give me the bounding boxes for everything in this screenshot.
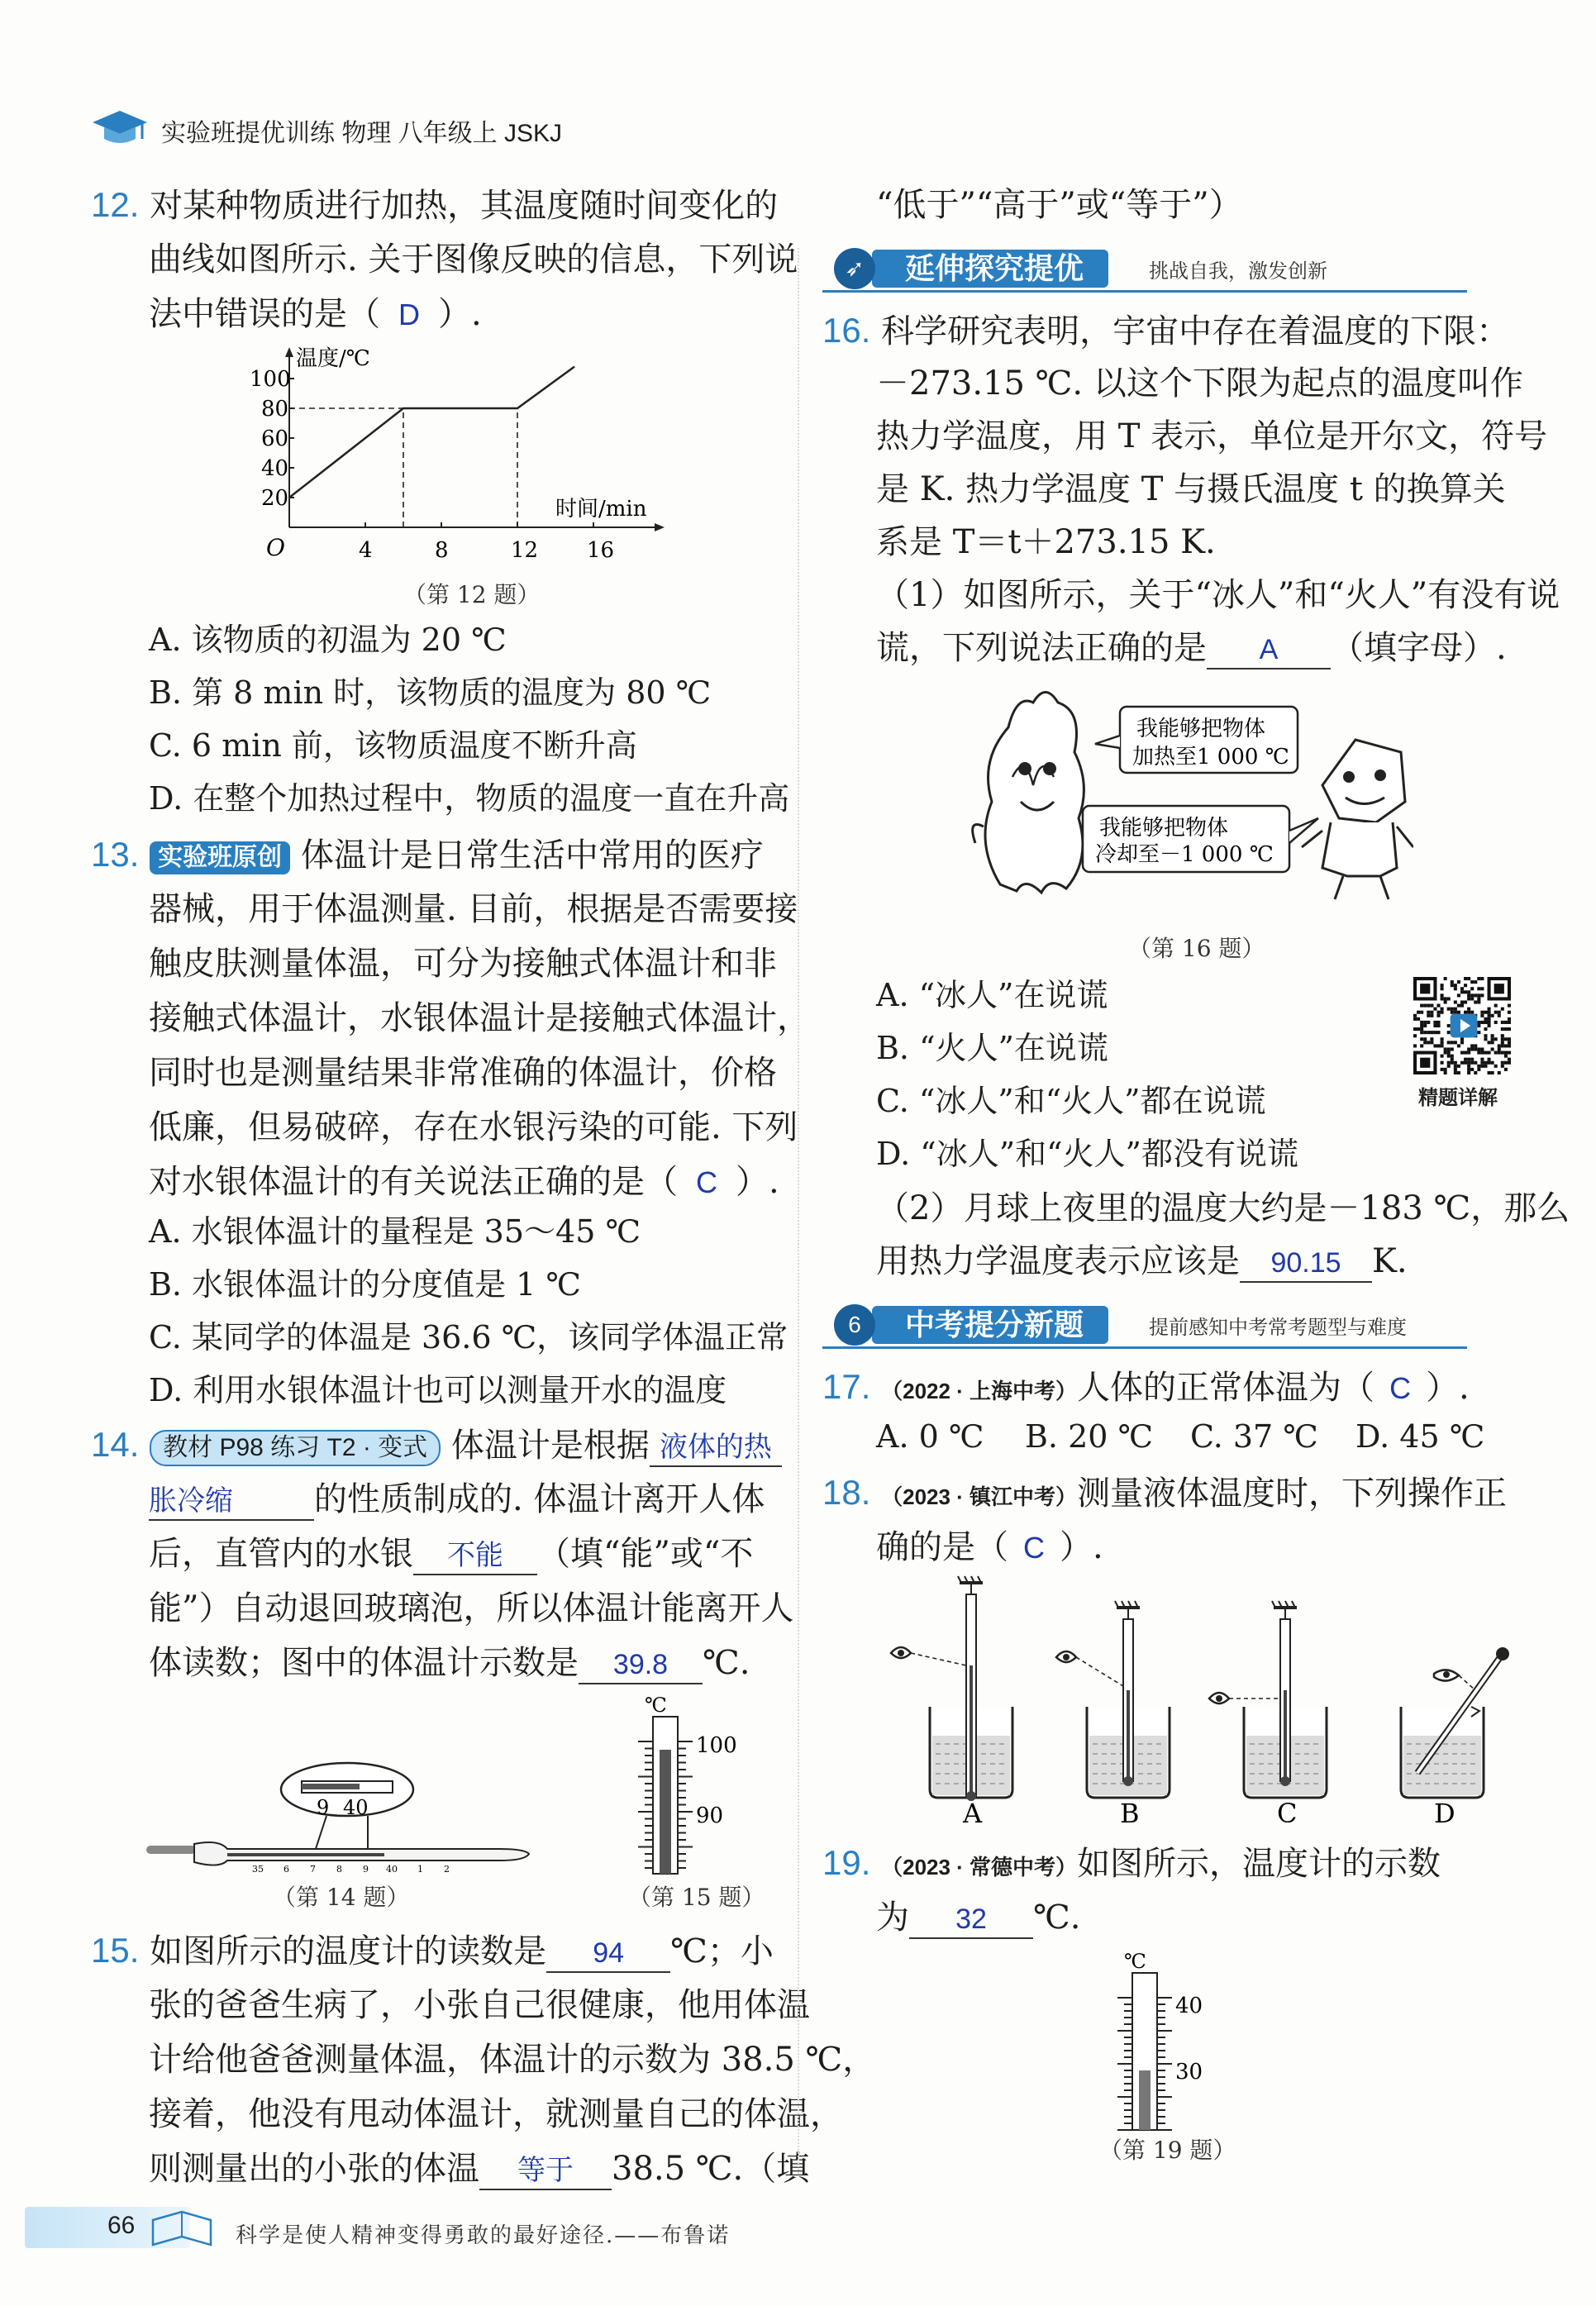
q14-scale-35: 35	[252, 1864, 264, 1875]
speech-fire-line-2: 加热至1 000 ℃	[1132, 745, 1289, 769]
q19-label-30: 30	[1175, 2060, 1203, 2084]
q16-answer-2: 90.15	[1240, 1245, 1372, 1283]
section-banner-exam	[822, 1298, 1467, 1352]
speech-ice-line-1: 我能够把物体	[1099, 816, 1229, 841]
beaker-label: D	[1434, 1798, 1455, 1822]
y-tick-label: 100	[250, 367, 291, 392]
q19-caption: （第 19 题）	[1099, 2137, 1236, 2164]
q14-number: 14.	[91, 1425, 140, 1464]
y-tick-label: 60	[261, 426, 289, 451]
speech-fire-line-1: 我能够把物体	[1136, 717, 1266, 741]
medal-icon: 6	[834, 1304, 875, 1346]
q15-number: 15.	[91, 1931, 140, 1970]
q17-number: 17.	[822, 1367, 871, 1406]
q12-option-d: D. 在整个加热过程中，物质的温度一直在升高	[149, 780, 790, 817]
q19-thermometer-figure	[1108, 1946, 1232, 2132]
x-axis-label: 时间/min	[555, 497, 647, 522]
q13-line-5: 同时也是测量结果非常准确的体温计，价格	[149, 1054, 777, 1092]
header-title: 实验班提优训练 物理 八年级上 JSKJ	[161, 120, 563, 147]
x-tick-label: 12	[511, 538, 539, 563]
q13-number: 13.	[91, 835, 140, 874]
q13-option-b: B. 水银体温计的分度值是 1 ℃	[149, 1266, 581, 1303]
q19-line-2	[876, 1893, 1080, 1942]
q12-answer: D	[398, 298, 420, 331]
ice-person-icon	[1302, 740, 1413, 899]
q14-line-4: 能”）自动退回玻璃泡，所以体温计能离开人	[149, 1589, 794, 1627]
q19-answer: 32	[909, 1901, 1033, 1939]
q16-caption: （第 16 题）	[1128, 935, 1265, 962]
beaker-label: C	[1277, 1798, 1298, 1822]
q18-beakers-figure	[884, 1575, 1513, 1822]
q18-end: ）.	[1060, 1528, 1103, 1566]
q16-line-2: －273.15 ℃. 以这个下限为起点的温度叫作	[876, 364, 1523, 403]
q13-line-4: 接触式体温计，水银体温计是接触式体温计，	[149, 999, 810, 1037]
q14-line-2	[149, 1475, 765, 1524]
q19-number: 19.	[822, 1843, 871, 1882]
q19-fig-unit: ℃	[1124, 1950, 1146, 1973]
q14-text-b: 的性质制成的. 体温计离开人体	[314, 1480, 765, 1518]
q12-text-3: 法中错误的是（	[149, 295, 380, 333]
q14-scale-40: 40	[386, 1864, 398, 1875]
q14-line-5	[149, 1638, 750, 1688]
section-title-2: 中考提分新题	[872, 1306, 1108, 1344]
q17-source: （2022 · 上海中考）	[881, 1379, 1078, 1403]
q15-text-b: ℃；小	[670, 1932, 774, 1970]
beaker-B	[1056, 1601, 1170, 1822]
q13-line-6: 低廉，但易破碎，存在水银污染的可能. 下列	[149, 1108, 798, 1146]
section-banner-extend	[822, 241, 1467, 296]
y-axis-arrow	[285, 347, 293, 357]
q12-caption: （第 12 题）	[403, 581, 541, 608]
q15-label-100: 100	[696, 1733, 737, 1758]
q16-sub2-text: 用热力学温度表示应该是	[876, 1242, 1240, 1280]
q14-scale-labels	[252, 1864, 450, 1875]
section-subtitle: 挑战自我，激发创新	[1149, 260, 1327, 283]
q12-chart	[231, 337, 711, 569]
book-icon	[149, 2204, 215, 2251]
q14-thermometer-figure	[136, 1756, 533, 1880]
q17-text: 人体的正常体温为（	[1077, 1369, 1375, 1407]
q18-text: 测量液体温度时，下列操作正	[1077, 1475, 1508, 1513]
q14-caption: （第 14 题）	[273, 1884, 410, 1911]
q16-sub1-line-2	[876, 623, 1507, 673]
q14-line-3	[149, 1529, 753, 1579]
q14-text-c: 后，直管内的水银	[149, 1535, 413, 1573]
q16-sub1-end: （填字母）.	[1331, 629, 1507, 667]
q18-answer: C	[1023, 1531, 1045, 1565]
q13-tag: 实验班原创	[150, 841, 290, 874]
y-tick-label: 40	[261, 456, 289, 481]
q16-option-b: B. “火人”在说谎	[876, 1030, 1108, 1066]
q12-text-4: ）.	[438, 295, 482, 333]
column-divider	[798, 248, 800, 2174]
q13-line-7	[149, 1157, 779, 1208]
q13-answer: C	[696, 1165, 717, 1199]
q13-text-7: 对水银体温计的有关说法正确的是（	[149, 1163, 678, 1201]
q19-source: （2023 · 常德中考）	[881, 1855, 1078, 1880]
page-number: 66	[107, 2212, 136, 2239]
beaker-A	[891, 1576, 1012, 1822]
q14-bubble-label-2: 40	[343, 1796, 369, 1819]
q17-end: ）.	[1426, 1369, 1470, 1407]
x-tick-label: 16	[587, 538, 615, 563]
q13-line-2: 器械，用于体温测量. 目前，根据是否需要接	[149, 890, 798, 928]
x-axis-arrow	[655, 523, 665, 531]
q12-number: 12.	[91, 185, 140, 224]
q15-line-5	[149, 2144, 809, 2194]
q15-line-3: 计给他爸爸测量体温，体温计的示数为 38.5 ℃，	[149, 2041, 876, 2079]
q13-option-c: C. 某同学的体温是 36.6 ℃，该同学体温正常	[149, 1319, 788, 1355]
q14-bubble-label-1: 9	[317, 1796, 330, 1819]
q12-option-c: C. 6 min 前，该物质温度不断升高	[149, 727, 637, 764]
q15-line-1	[91, 1926, 774, 1976]
q16-line-3: 热力学温度，用 T 表示，单位是开尔文，符号	[876, 417, 1548, 455]
y-axis-label: 温度/℃	[296, 346, 370, 371]
x-tick-label: 8	[435, 538, 449, 563]
q18-number: 18.	[822, 1473, 871, 1512]
q13-text-1: 体温计是日常生活中常用的医疗	[300, 836, 764, 874]
q16-sub1-text: 谎，下列说法正确的是	[876, 629, 1207, 667]
q13-option-a: A. 水银体温计的量程是 35～45 ℃	[149, 1213, 641, 1250]
q12-line-2: 曲线如图所示. 关于图像反映的信息，下列说	[149, 241, 798, 279]
q14-answer-3: 39.8	[579, 1646, 703, 1684]
q16-text-1: 科学研究表明，宇宙中存在着温度的下限：	[881, 312, 1510, 350]
q16-option-a: A. “冰人”在说谎	[876, 977, 1108, 1013]
q19-text: 如图所示，温度计的示数	[1077, 1845, 1441, 1883]
q13-line-1	[91, 830, 764, 880]
q13-line-3: 触皮肤测量体温，可分为接触式体温计和非	[149, 945, 777, 983]
y-tick-label: 80	[261, 397, 289, 422]
q13-text-8: ）.	[736, 1163, 779, 1201]
q14-text-a: 体温计是根据	[450, 1427, 650, 1465]
q15-fig-caption: （第 15 题）	[628, 1884, 765, 1911]
q17-option-b: B. 20 ℃	[1025, 1418, 1154, 1455]
q15-unit: ℃	[645, 1694, 667, 1717]
q15-line-6: “低于”“高于”或“等于”）	[876, 186, 1242, 224]
q18-source: （2023 · 镇江中考）	[881, 1484, 1078, 1509]
rocket-icon: ➶	[834, 248, 875, 289]
q16-sub1-line-1: （1）如图所示，关于“冰人”和“火人”有没有说	[876, 576, 1560, 614]
q14-answer-2: 不能	[413, 1537, 537, 1575]
q14-tag: 教材 P98 练习 T2 · 变式	[150, 1430, 441, 1466]
q14-unit: ℃.	[703, 1644, 750, 1682]
series-line-temperature	[289, 367, 574, 498]
q15-label-90: 90	[696, 1803, 724, 1828]
q17-line-1	[822, 1362, 1470, 1416]
q18-text-2: 确的是（	[876, 1528, 1008, 1566]
q19-text-2: 为	[876, 1899, 909, 1937]
q19-unit: ℃.	[1033, 1899, 1081, 1937]
q12-line-3	[149, 289, 482, 340]
q17-option-c: C. 37 ℃	[1190, 1418, 1318, 1455]
q14-scale-8: 8	[336, 1864, 342, 1875]
q16-sub2-line-1: （2）月球上夜里的温度大约是－183 ℃，那么	[876, 1189, 1570, 1227]
q12-text-1: 对某种物质进行加热，其温度随时间变化的	[150, 187, 779, 225]
q15-answer-1: 94	[546, 1935, 670, 1973]
q15-thermometer-figure	[628, 1690, 752, 1876]
q15-line-4: 接着，他没有甩动体温计，就测量自己的体温，	[149, 2095, 843, 2133]
q12-option-a: A. 该物质的初温为 20 ℃	[149, 622, 507, 658]
q12-option-b: B. 第 8 min 时，该物质的温度为 80 ℃	[149, 674, 712, 711]
section-rule	[822, 290, 1467, 293]
q16-answer-1: A	[1207, 631, 1331, 669]
section-rule-2	[822, 1346, 1467, 1349]
qr-label: 精题详解	[1418, 1087, 1498, 1109]
fire-person-icon	[973, 693, 1098, 893]
q14-line-1	[91, 1420, 782, 1470]
q16-option-c: C. “冰人”和“火人”都在说谎	[876, 1083, 1266, 1119]
q18-line-1	[822, 1468, 1507, 1522]
section-title: 延伸探究提优	[872, 250, 1108, 288]
q14-scale-6: 6	[283, 1864, 289, 1875]
q14-scale-9: 9	[363, 1864, 369, 1875]
section-subtitle-2: 提前感知中考常考题型与难度	[1149, 1317, 1407, 1339]
q14-scale-7: 7	[310, 1864, 316, 1875]
q14-scale-2: 2	[444, 1864, 450, 1875]
q16-cartoon	[967, 678, 1413, 901]
q16-line-4: 是 K. 热力学温度 T 与摄氏温度 t 的换算关	[876, 470, 1506, 508]
q19-label-40: 40	[1175, 1994, 1203, 2018]
q18-line-2	[876, 1522, 1103, 1573]
q14-text-d: （填“能”或“不	[537, 1535, 754, 1573]
q13-option-d: D. 利用水银体温计也可以测量开水的温度	[149, 1372, 727, 1408]
q14-text-f: 体读数；图中的体温计示数是	[149, 1644, 579, 1682]
beaker-D	[1401, 1647, 1509, 1822]
q16-sub2-end: K.	[1372, 1242, 1408, 1280]
q14-scale-1: 1	[417, 1864, 423, 1875]
q15-text-c: 则测量出的小张的体温	[149, 2150, 479, 2188]
q15-line-2: 张的爸爸生病了，小张自己很健康，他用体温	[149, 1986, 810, 2024]
q14-answer-1b: 胀冷缩	[149, 1483, 314, 1521]
q15-answer-2: 等于	[479, 2152, 612, 2190]
q16-line-5: 系是 T＝t＋273.15 K.	[876, 523, 1216, 561]
q17-answer: C	[1389, 1371, 1412, 1405]
q16-number: 16.	[822, 311, 871, 350]
beaker-C	[1209, 1601, 1327, 1822]
x-tick-label: 4	[359, 538, 373, 563]
speech-ice-line-2: 冷却至－1 000 ℃	[1095, 842, 1274, 867]
q19-line-1	[822, 1838, 1441, 1892]
origin-label: O	[266, 534, 285, 561]
q16-option-d: D. “冰人”和“火人”都没有说谎	[876, 1136, 1298, 1172]
beaker-label: B	[1120, 1798, 1140, 1822]
q14-answer-1a: 液体的热	[650, 1429, 782, 1467]
q17-option-d: D. 45 ℃	[1355, 1418, 1485, 1455]
q15-text-a: 如图所示的温度计的读数是	[150, 1932, 547, 1970]
footer-quote: 科学是使人精神变得勇敢的最好途径.——布鲁诺	[236, 2223, 731, 2248]
qr-code-icon[interactable]	[1413, 977, 1511, 1074]
q17-option-a: A. 0 ℃	[876, 1418, 984, 1455]
q12-line-1	[91, 180, 778, 231]
graduation-cap-icon	[91, 107, 149, 149]
beaker-label: A	[963, 1798, 983, 1822]
q15-text-d: 38.5 ℃.（填	[612, 2150, 810, 2188]
y-tick-label: 20	[261, 486, 289, 511]
q16-line-1	[822, 306, 1509, 356]
q16-sub2-line-2	[876, 1236, 1408, 1286]
